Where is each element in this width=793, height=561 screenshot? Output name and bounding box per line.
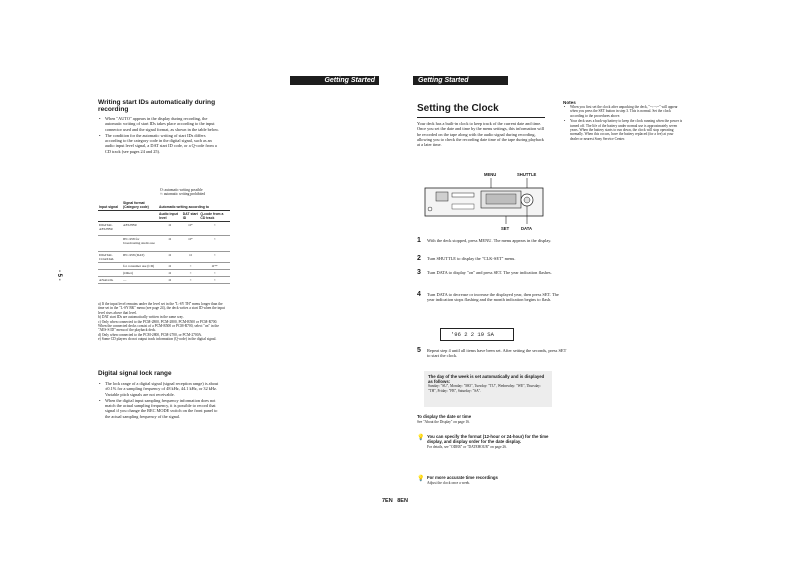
cell-level: O	[158, 270, 182, 277]
section2-title: Digital signal lock range	[98, 370, 172, 377]
tip1-title: You can specify the format (12-hour or 24-hour) for the time display, and display order for the date display.	[427, 434, 549, 445]
cell-cd: ×	[199, 270, 230, 277]
tip2-text: Adjust the clock once a week.	[427, 480, 471, 485]
title-rule	[417, 117, 545, 118]
cell-dat: ×	[182, 263, 200, 270]
footnotes	[98, 302, 226, 342]
deck-window	[486, 194, 516, 204]
th-cd: Q-code from a CD track	[199, 211, 230, 222]
step-text: Repeat step 4 until all items have been set. After setting the seconds, press SET to start the clock.	[427, 348, 567, 359]
table-row	[98, 270, 230, 277]
note-item: • When you first set the clock after unpacking the deck, "--:--:--" will appear when you press the SET button in step 3. This is normal. Set the clock according to the procedures above.	[570, 105, 683, 118]
table-row	[98, 236, 230, 252]
cell-level: O	[158, 277, 182, 284]
display-readout-box	[440, 328, 514, 341]
footnote: c) Only when connected to the PCM-2800, PCM-2800, PCM-R500 or PCM-R700. When the connected decks consist of a PCM-R500 or PCM-R700, select "on" in the "AES-S ID" menu of the playback deck.	[98, 319, 219, 333]
step-text: Turn SHUTTLE to display the "CLK-SET" menu.	[427, 256, 516, 261]
display-date-title: To display the date or time	[417, 414, 472, 419]
cell-format: IEC-958 for broadcasting studio use	[122, 236, 158, 252]
display-readout: '96 2 2 19 SA	[451, 331, 494, 338]
tip1-text: For details, see "ODER" or "DATEHOUR" on page 26.	[427, 444, 507, 449]
th-level: Audio input level	[158, 211, 182, 222]
step-text: With the deck stopped, press MENU. The menu appears in the display.	[427, 238, 552, 243]
display-date-text: See "About the Display" on page 16.	[417, 420, 470, 424]
th-dat: DAT start ID	[182, 212, 198, 220]
day-box	[424, 371, 552, 407]
cell-cd: ×	[199, 222, 230, 236]
power-button	[428, 207, 432, 211]
section2-bullet: • The lock range of a digital signal (signal reception range) is about ±0.1% for a sampling frequency of 48 kHz, 44.1 kHz, or 32 kHz. Variable pitch signals are not receivable.	[105, 381, 223, 397]
lightbulb-icon: 💡	[417, 476, 425, 482]
section2-bullet: • When the digital input sampling frequency information does not match the actual sampling frequency, it is possible to record that signal if you change the REC MODE switch on the front panel to the actual sampling frequency of the signal.	[105, 398, 223, 419]
footnote: d) Only when connected to the PCM-2800, PCM-2700, or PCM-2700A.	[98, 332, 203, 337]
section1-body	[98, 116, 220, 155]
th-input: Input signal	[98, 200, 122, 211]
table-row	[98, 263, 230, 270]
step-number: 1	[417, 237, 421, 244]
step-number: 3	[417, 269, 421, 276]
step-number: 4	[417, 291, 421, 298]
tip-2	[417, 475, 555, 485]
footnote: a) If the input level remains under the level set in the "L-SY TH" menu longer than the time set in the "L-SY BK" menu (see page 24), the deck writes a start ID when the input level rises above that level.	[98, 302, 225, 315]
signal-table	[98, 200, 230, 284]
table-legend	[160, 188, 280, 197]
tip2-title: For more accurate time recordings	[427, 475, 498, 480]
page-numbers: 7EN 8EN	[382, 498, 408, 504]
cell-cd: ×	[199, 236, 230, 252]
deck-illustration	[424, 178, 552, 226]
cell-format: —	[122, 277, 158, 284]
deck-buttons	[452, 204, 474, 209]
note-item: • Your deck uses a back-up battery to keep the clock running when the power is turned off. The life of the battery under normal use is approximately seven years. When the battery starts to run down, the clock will stop operating normally. When this occurs, have the battery replaced (for a fee) at your dealer or nearest Sony Service Center.	[570, 119, 683, 141]
footnote: b) DAT start IDs are automatically written in the same way.	[98, 315, 184, 320]
label-data: DATA	[521, 226, 533, 231]
section1-bullet: • When "AUTO" appears in the display during recording, the automatic writing of start IDs takes place according to the input connector used and the signal format, as shown in the table below.	[105, 116, 220, 132]
cell-format: IEC-958 (DAT)	[122, 252, 158, 263]
legend-yes: O: automatic writing possible	[160, 188, 203, 192]
cell-dat: ×	[182, 277, 200, 284]
cell-format: for consumer use (CD)	[122, 263, 158, 270]
cell-dat: O	[182, 252, 200, 263]
cell-dat: ×	[182, 270, 200, 277]
tip-1	[417, 434, 555, 449]
cell-cd: O**	[199, 263, 230, 270]
cell-input: DIGITAL AES/EBU	[98, 222, 122, 236]
day-box-text: Sunday: "SU", Monday: "MO", Tuesday: "TU", Wednesday: "WE", Thursday: "TH", Friday: "FR", Saturday: "SA".	[428, 384, 541, 393]
step-text: Turn DATA to display "on" and press SET. The year indication flashes.	[427, 270, 552, 275]
lightbulb-icon: 💡	[417, 435, 425, 441]
page-marker: - 5 -	[56, 270, 62, 281]
section1-title: Writing start IDs automatically during recording	[98, 99, 216, 114]
notes-title: Notes	[563, 100, 576, 105]
cell-input: DIGITAL COAXIAL	[98, 252, 122, 263]
data-dial	[524, 197, 530, 203]
left-banner-label: Getting Started	[324, 77, 375, 84]
cell-input	[98, 270, 122, 277]
cell-level: O	[158, 222, 182, 236]
right-title: Setting the Clock	[417, 103, 499, 114]
th-format: Signal format (Category code)	[122, 200, 158, 211]
th-blank	[98, 211, 122, 222]
cell-dat: O*	[182, 236, 200, 252]
cell-input	[98, 263, 122, 270]
cell-format: AES/EBU	[122, 222, 158, 236]
section2-body	[98, 381, 223, 420]
cell-cd: ×	[199, 277, 230, 284]
right-banner	[413, 76, 508, 85]
table-row	[98, 252, 230, 263]
deck-display	[436, 192, 448, 201]
step-text: Turn DATA to decrease or increase the displayed year, then press SET. The year indication stops flashing and the month indication begins to flash.	[427, 292, 559, 303]
th-auto: Automatic writing according to	[158, 200, 230, 211]
day-box-title: The day of the week is set automatically and is displayed as follows:	[428, 374, 545, 385]
clock-intro: Your deck has a built-in clock to keep track of the current date and time. Once you set the date and time by the menu settings, this information will be recorded on the tape along with the audio signal during recording, allowing you to check the recording date time of the tape during playback at a later time.	[417, 121, 544, 148]
cell-format: (Other)	[122, 270, 158, 277]
label-menu: MENU	[484, 172, 497, 177]
cell-dat: O*	[182, 222, 200, 236]
cell-level: O	[158, 263, 182, 270]
cell-level: O	[158, 252, 182, 263]
cell-input: ANALOG	[98, 277, 122, 284]
footnote: e) Some CD players do not output track information (Q-code) in the digital signal.	[98, 337, 217, 342]
step-number: 2	[417, 255, 421, 262]
left-banner	[290, 76, 379, 85]
deck-slot	[452, 193, 474, 197]
th-blank	[122, 211, 158, 222]
cell-cd: ×	[199, 252, 230, 263]
table-row	[98, 277, 230, 284]
section1-bullet: • The condition for the automatic writing of start IDs differs according to the category code in the digital signal, such as an audio input level signal, a DAT start ID code, or a Q-code from a CD track (see pages 24 and 25).	[105, 133, 220, 154]
notes	[563, 100, 683, 142]
cell-input	[98, 236, 122, 252]
cell-level: O	[158, 236, 182, 252]
legend-no: ×: automatic writing prohibited	[160, 192, 206, 197]
step-number: 5	[417, 347, 421, 354]
table-row	[98, 222, 230, 236]
label-shuttle: SHUTTLE	[517, 172, 537, 177]
label-set: SET	[501, 226, 510, 231]
right-banner-label: Getting Started	[418, 77, 469, 84]
